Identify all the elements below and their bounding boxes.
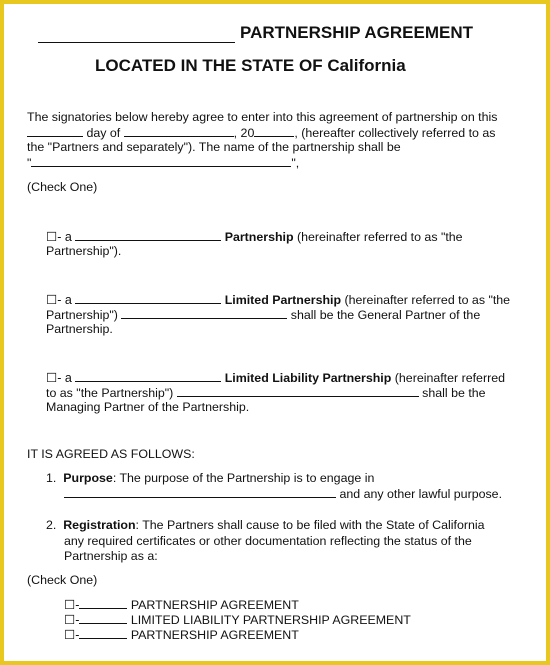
- limited-partnership-checkbox[interactable]: ☐- a: [46, 293, 72, 307]
- quote-close: ",: [291, 156, 300, 170]
- intro-line-2-rest: , (hereafter collectively referred to as: [294, 126, 496, 140]
- day-blank[interactable]: [27, 125, 83, 137]
- check-one-label-2: (Check One): [27, 573, 98, 587]
- option-llp: [46, 370, 505, 386]
- month-blank[interactable]: [124, 125, 234, 137]
- limited-partnership-type: Limited Partnership: [224, 293, 342, 307]
- day-of-label: day of: [86, 126, 121, 140]
- llp-rest: (hereinafter referred: [394, 371, 505, 385]
- document-page: [4, 4, 546, 661]
- llp-checkbox[interactable]: ☐- a: [46, 371, 72, 385]
- limited-partnership-rest: (hereinafter referred to as "the: [344, 293, 511, 307]
- clause-2-text: : The Partners shall cause to be filed with the State of California: [135, 518, 485, 532]
- clause-1-number: 1.: [46, 471, 57, 485]
- llp-line-2b: shall be the: [422, 386, 486, 400]
- llp-blank[interactable]: [75, 370, 221, 382]
- general-partnership-line-2: Partnership").: [46, 244, 122, 258]
- limited-partnership-line-2: [46, 307, 480, 323]
- registration-option-2-label: LIMITED LIABILITY PARTNERSHIP AGREEMENT: [130, 613, 411, 627]
- option-general-partnership: [46, 229, 463, 245]
- partnership-name-blank[interactable]: [31, 155, 291, 167]
- clause-1-line-2: [64, 486, 502, 502]
- limited-partnership-line-2b: shall be the General Partner of the: [290, 308, 481, 322]
- limited-partnership-line-2a: Partnership"): [46, 308, 118, 322]
- general-partnership-blank[interactable]: [75, 229, 221, 241]
- registration-checkbox-3[interactable]: ☐-: [64, 628, 80, 642]
- quote-open: ": [27, 156, 32, 170]
- llp-line-2: [46, 385, 486, 401]
- clause-1-line-2-text: and any other lawful purpose.: [339, 487, 503, 501]
- clause-1-text: : The purpose of the Partnership is to engage in: [112, 471, 375, 485]
- managing-partner-blank[interactable]: [177, 385, 419, 397]
- llp-line-3: Managing Partner of the Partnership.: [46, 400, 250, 414]
- location-prefix: LOCATED IN THE STATE OF: [95, 56, 328, 75]
- registration-blank-3[interactable]: [79, 627, 127, 639]
- year-prefix: , 20: [233, 126, 255, 140]
- state-name: California: [327, 56, 406, 75]
- purpose-blank[interactable]: [64, 486, 336, 498]
- clause-2-number: 2.: [46, 518, 57, 532]
- llp-type: Limited Liability Partnership: [224, 371, 392, 385]
- general-partnership-rest: (hereinafter referred to as "the: [297, 230, 463, 244]
- llp-line-2a: to as "the Partnership"): [46, 386, 174, 400]
- general-partnership-type: Partnership: [224, 230, 294, 244]
- registration-option-3-label: PARTNERSHIP AGREEMENT: [130, 628, 299, 642]
- check-one-label: (Check One): [27, 180, 98, 194]
- clause-2-line-2: any required certificates or other documentation reflecting the status of the: [64, 534, 472, 548]
- registration-checkbox-1[interactable]: ☐-: [64, 598, 80, 612]
- clause-1-heading: Purpose: [63, 471, 113, 485]
- location-heading: [95, 56, 406, 76]
- intro-line-2: [27, 125, 495, 141]
- registration-blank-2[interactable]: [79, 612, 127, 624]
- option-limited-partnership: [46, 292, 510, 308]
- intro-line-1: The signatories below hereby agree to enter into this agreement of partnership on this: [27, 110, 498, 124]
- clause-2-line-3: Partnership as a:: [64, 549, 158, 563]
- registration-option-3: [64, 627, 299, 643]
- clause-2-heading: Registration: [63, 518, 136, 532]
- agreed-heading: IT IS AGREED AS FOLLOWS:: [27, 447, 195, 461]
- clause-2-line-1: [46, 518, 485, 533]
- intro-line-4: [27, 155, 299, 171]
- registration-checkbox-2[interactable]: ☐-: [64, 613, 80, 627]
- general-partner-blank[interactable]: [121, 307, 287, 319]
- general-partnership-checkbox[interactable]: ☐- a: [46, 230, 72, 244]
- year-blank[interactable]: [254, 125, 294, 137]
- registration-blank-1[interactable]: [79, 597, 127, 609]
- registration-option-2: [64, 612, 411, 628]
- intro-line-3: the "Partners and separately"). The name of the partnership shall be: [27, 140, 401, 154]
- limited-partnership-blank[interactable]: [75, 292, 221, 304]
- registration-option-1-label: PARTNERSHIP AGREEMENT: [130, 598, 299, 612]
- name-blank-line[interactable]: [38, 42, 235, 43]
- registration-option-1: [64, 597, 299, 613]
- document-title: PARTNERSHIP AGREEMENT: [240, 23, 473, 42]
- clause-1-line-1: [46, 471, 374, 486]
- limited-partnership-line-3: Partnership.: [46, 322, 113, 336]
